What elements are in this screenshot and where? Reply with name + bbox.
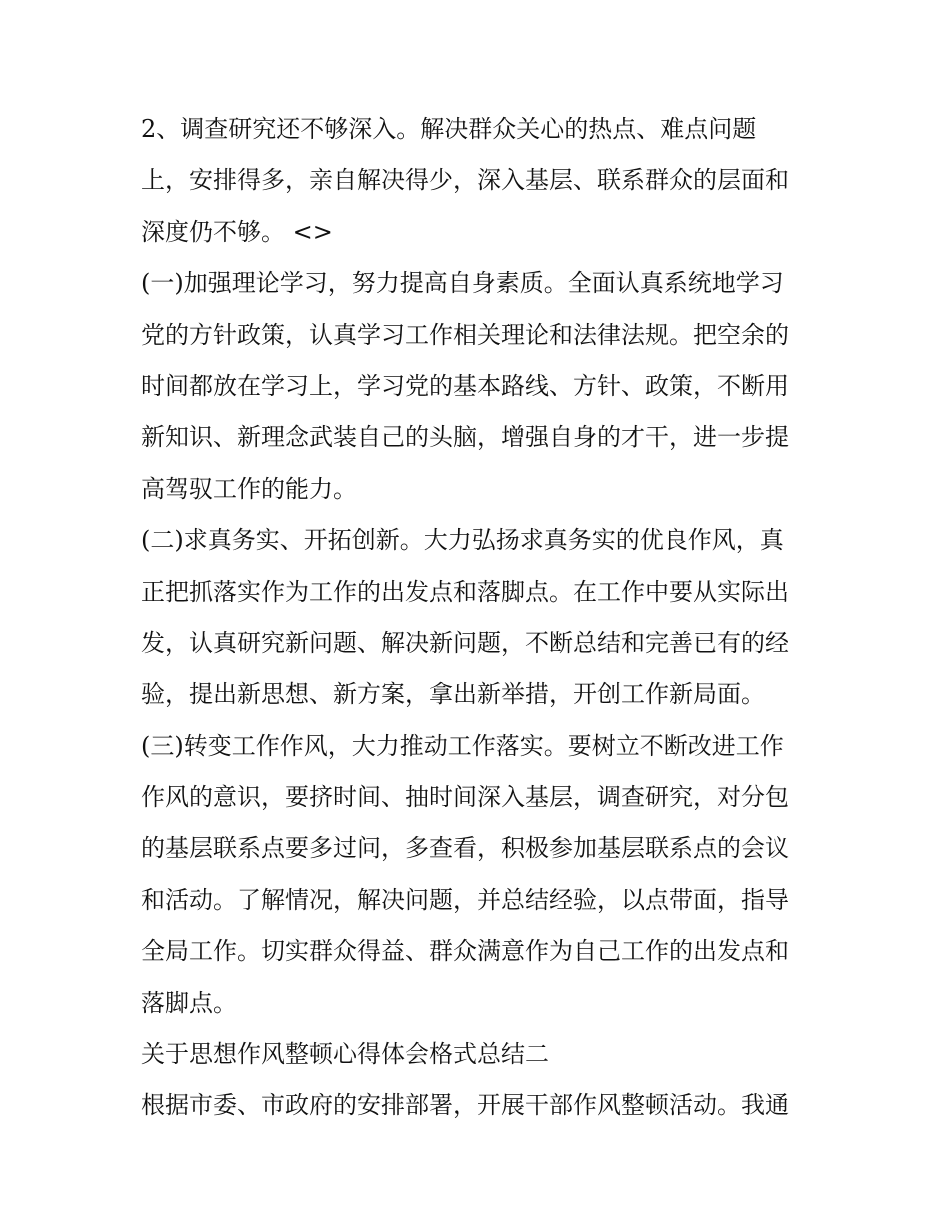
text-line: (三)转变工作作风，大力推动工作落实。要树立不断改进工作 bbox=[141, 731, 784, 760]
section-heading: 关于思想作风整顿心得体会格式总结二 bbox=[141, 1040, 549, 1069]
text-line: 上，安排得多，亲自解决得少，深入基层、联系群众的层面和 bbox=[141, 166, 789, 195]
text-line: 发，认真研究新问题、解决新问题，不断总结和完善已有的经 bbox=[141, 628, 789, 657]
text-line: 新知识、新理念武装自己的头脑，增强自身的才干，进一步提 bbox=[141, 423, 789, 452]
text-line: 深度仍不够。 <> bbox=[141, 217, 333, 246]
text-line: (一)加强理论学习，努力提高自身素质。全面认真系统地学习 bbox=[141, 269, 784, 298]
text-line: 时间都放在学习上，学习党的基本路线、方针、政策，不断用 bbox=[141, 371, 789, 400]
text-line: 作风的意识，要挤时间、抽时间深入基层，调查研究，对分包 bbox=[141, 783, 789, 812]
text-line: 根据市委、市政府的安排部署，开展干部作风整顿活动。我通 bbox=[141, 1091, 789, 1120]
text-line: 和活动。了解情况，解决问题，并总结经验，以点带面，指导 bbox=[141, 885, 789, 914]
text-line: 的基层联系点要多过问，多查看，积极参加基层联系点的会议 bbox=[141, 834, 789, 863]
text-line: (二)求真务实、开拓创新。大力弘扬求真务实的优良作风，真 bbox=[141, 526, 784, 555]
text-line: 验，提出新思想、新方案，拿出新举措，开创工作新局面。 bbox=[141, 680, 765, 709]
text-line: 全局工作。切实群众得益、群众满意作为自己工作的出发点和 bbox=[141, 937, 789, 966]
text-line: 落脚点。 bbox=[141, 988, 237, 1017]
text-line: 高驾驭工作的能力。 bbox=[141, 474, 357, 503]
text-line: 正把抓落实作为工作的出发点和落脚点。在工作中要从实际出 bbox=[141, 577, 789, 606]
text-line: 党的方针政策，认真学习工作相关理论和法律法规。把空余的 bbox=[141, 320, 789, 349]
document-body bbox=[141, 104, 813, 1132]
text-line: 2、调查研究还不够深入。解决群众关心的热点、难点问题 bbox=[141, 115, 757, 143]
